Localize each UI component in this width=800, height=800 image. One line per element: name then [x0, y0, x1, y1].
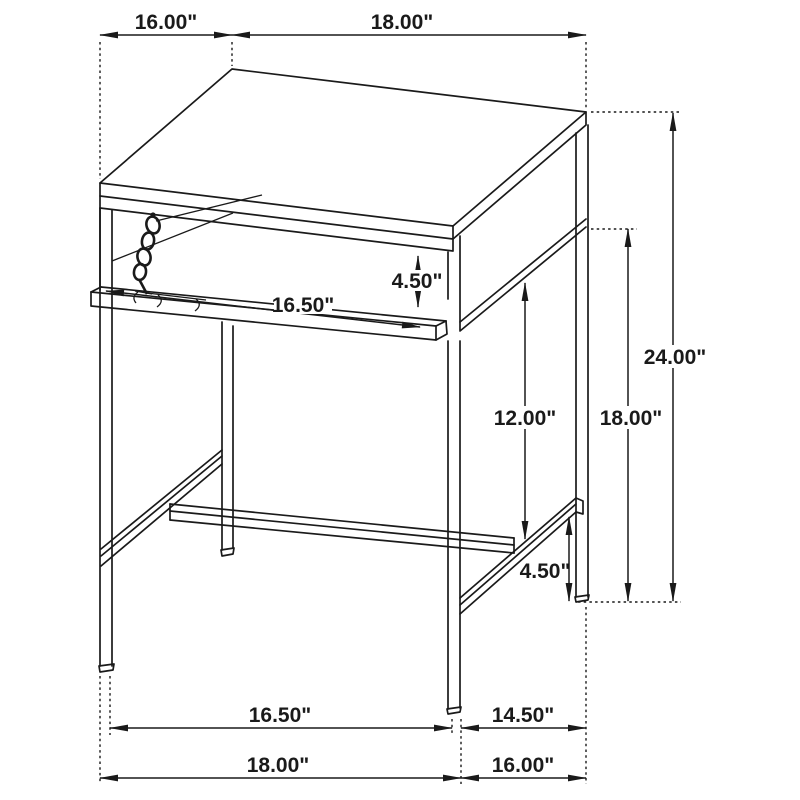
dimension-annotations — [100, 11, 706, 784]
dim-tray-length — [106, 291, 420, 327]
dim-label-stretcher-gap: 4.50" — [519, 560, 571, 583]
dim-base-side-inner — [461, 704, 586, 728]
back-leg — [221, 322, 234, 556]
dim-base-side-outer — [461, 754, 586, 778]
dim-label-frame-side-height: 18.00" — [599, 407, 663, 430]
table-drawing — [91, 69, 589, 714]
dim-opening-height — [390, 256, 445, 307]
dim-label-side-clearance: 12.00" — [493, 407, 557, 430]
dim-base-front-outer — [100, 754, 461, 778]
dim-label-base-side-inner: 14.50" — [491, 704, 555, 727]
dim-label-base-front-outer: 18.00" — [246, 754, 310, 777]
cabinet-right-side — [448, 219, 586, 331]
dim-label-opening-height: 4.50" — [391, 270, 443, 293]
extension-lines — [100, 42, 681, 784]
dim-top-depth — [100, 11, 232, 35]
dim-label-base-front-inner: 16.50" — [248, 704, 312, 727]
cabinet-left-frame — [100, 195, 262, 290]
dim-stretcher-gap — [520, 517, 571, 601]
dim-label-top-width: 18.00" — [370, 11, 434, 34]
stretchers — [101, 450, 583, 614]
tabletop — [100, 69, 586, 251]
front-right-leg — [447, 341, 461, 714]
dim-label-overall-height: 24.00" — [643, 346, 707, 369]
dim-base-front-inner — [110, 704, 452, 728]
right-stretcher — [460, 498, 583, 614]
dim-overall-height — [644, 113, 707, 601]
dim-top-width — [232, 11, 586, 35]
dim-label-base-side-outer: 16.00" — [491, 754, 555, 777]
rear-right-leg — [575, 125, 589, 602]
dim-side-clearance — [494, 283, 557, 539]
dim-label-tray-length: 16.50" — [271, 294, 335, 317]
dim-frame-side-height — [600, 229, 663, 601]
dim-label-top-depth: 16.00" — [134, 11, 198, 34]
